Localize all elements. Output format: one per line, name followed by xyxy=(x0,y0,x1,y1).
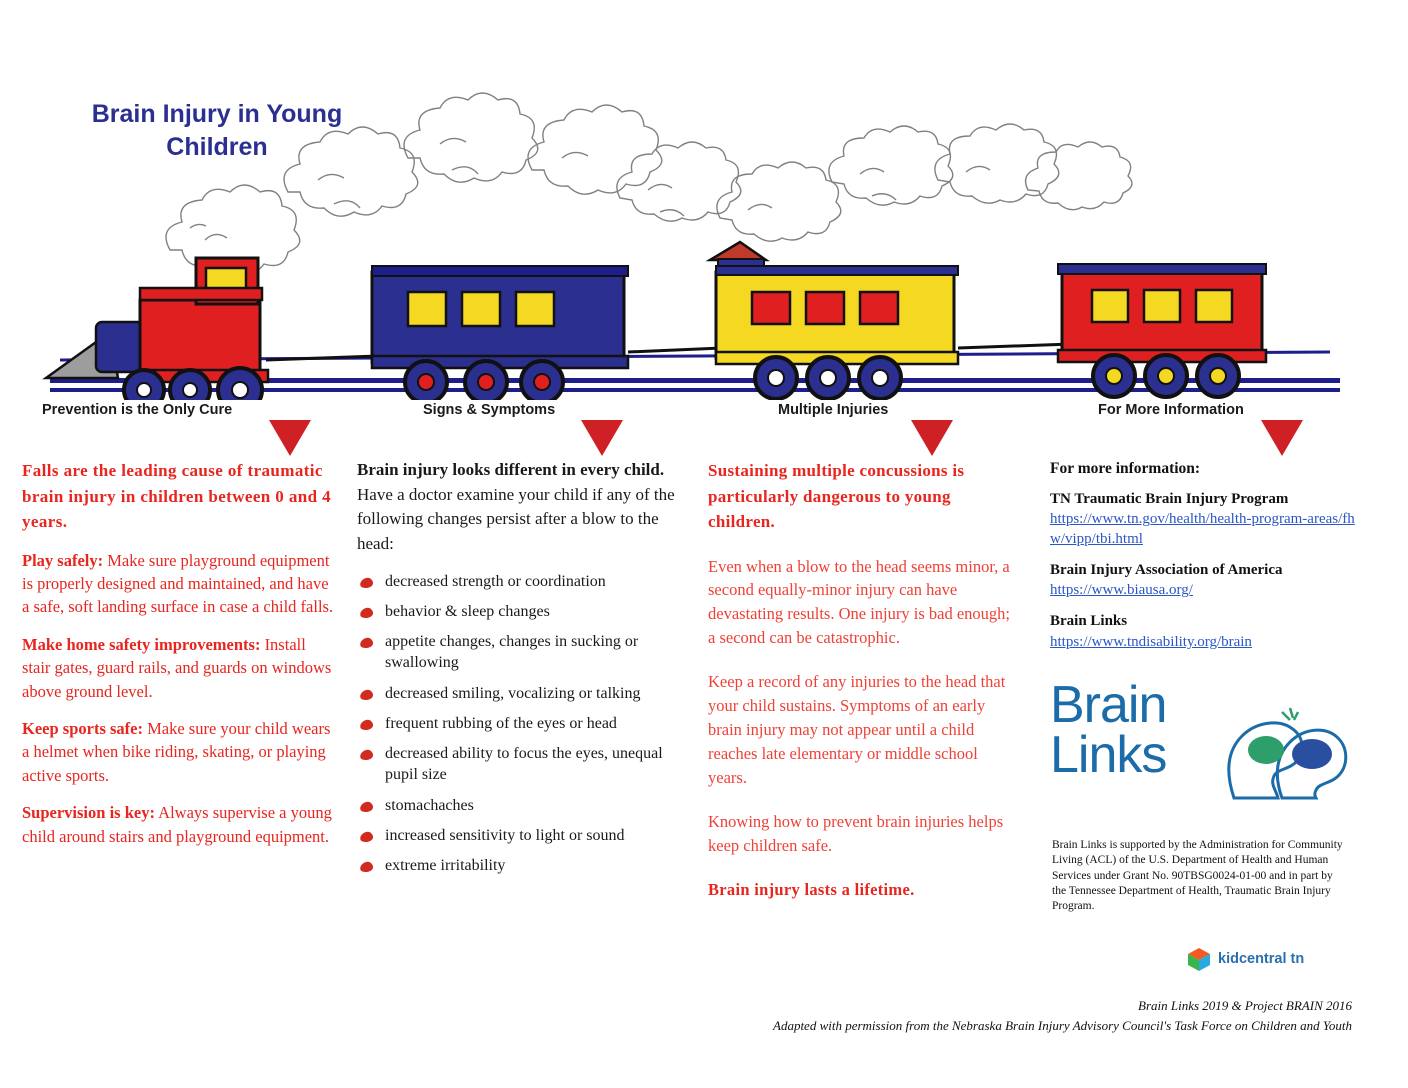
list-item: decreased strength or coordination xyxy=(357,571,677,592)
col1-heading-3: Keep sports safe: xyxy=(22,719,143,739)
col1-text-1: Make sure playground equipment is properly designed and maintained, and have a safe, soft landing surface in case a child falls. xyxy=(22,550,334,617)
kidcentral-tn-logo xyxy=(1186,946,1304,972)
train-car-yellow xyxy=(710,242,958,399)
col3-paragraph-3: Knowing how to prevent brain injuries helps keep children safe. xyxy=(708,811,1004,855)
column-more-information xyxy=(1050,458,1355,652)
locomotive xyxy=(46,258,268,400)
list-item: extreme irritability xyxy=(357,855,677,876)
col2-intro-rest: Have a doctor examine your child if any of the following changes persist after a blow to the head: xyxy=(357,484,675,553)
column-prevention xyxy=(22,458,334,862)
col1-lead: Falls are the leading cause of traumatic brain injury in children between 0 and 4 years. xyxy=(22,461,331,531)
col4-heading: For more information: xyxy=(1050,460,1201,477)
col2-intro-bold: Brain injury looks different in every child. xyxy=(357,460,665,479)
col1-text-4: Always supervise a young child around stairs and playground equipment. xyxy=(22,803,332,846)
kidcentral-cube-icon xyxy=(1186,946,1212,972)
resource-name-1: TN Traumatic Brain Injury Program xyxy=(1050,491,1289,508)
list-item: stomachaches xyxy=(357,795,677,816)
resource-link-1[interactable]: https://www.tn.gov/health/health-program-areas/fhw/vipp/tbi.html xyxy=(1050,511,1355,548)
col1-paragraph-1 xyxy=(22,549,334,619)
kidcentral-label: kidcentral tn xyxy=(1218,951,1305,967)
list-item: decreased smiling, vocalizing or talking xyxy=(357,683,677,704)
column-signs-symptoms xyxy=(357,458,677,885)
list-item: increased sensitivity to light or sound xyxy=(357,825,677,846)
resource-name-2: Brain Injury Association of America xyxy=(1050,562,1283,579)
resource-link-2[interactable]: https://www.biausa.org/ xyxy=(1050,582,1193,599)
section-header-prevention: Prevention is the Only Cure xyxy=(42,402,233,418)
logo-line-2: Links xyxy=(1050,726,1167,785)
brain-head-icon xyxy=(1220,702,1350,802)
arrow-multiple xyxy=(911,420,953,456)
footer-credits xyxy=(592,996,1352,1035)
col2-intro xyxy=(357,458,677,557)
section-header-info: For More Information xyxy=(1098,402,1244,418)
arrow-prevention xyxy=(269,420,311,456)
section-header-signs: Signs & Symptoms xyxy=(423,402,556,418)
logo-line-1: Brain xyxy=(1050,676,1167,734)
section-header-multiple: Multiple Injuries xyxy=(778,402,889,418)
symptom-list xyxy=(357,571,677,877)
arrow-info xyxy=(1261,420,1303,456)
col1-paragraph-4 xyxy=(22,801,334,848)
column-multiple-injuries xyxy=(708,458,1018,916)
brain-links-wordmark xyxy=(1050,676,1167,785)
col1-paragraph-2 xyxy=(22,633,334,703)
resource-name-3: Brain Links xyxy=(1050,613,1128,630)
list-item: frequent rubbing of the eyes or head xyxy=(357,713,677,734)
col1-heading-1: Play safely: xyxy=(22,550,104,570)
brain-links-logo xyxy=(1050,678,1350,808)
arrow-signs xyxy=(581,420,623,456)
col1-heading-2: Make home safety improvements: xyxy=(22,634,261,654)
col3-paragraph-1: Even when a blow to the head seems minor, a second equally-minor injury can have devastating results. One injury is bad enough; a second can be catastrophic. xyxy=(708,556,1010,648)
support-statement: Brain Links is supported by the Administration for Community Living (ACL) of the U.S. Department of Health and Human Services under Grant No. 90TBSG0024-01-00 and in part by the Tennessee Department of Health, Traumatic Brain Injury Program. xyxy=(1052,839,1343,913)
train-car-red xyxy=(1058,264,1266,397)
list-item: decreased ability to focus the eyes, unequal pupil size xyxy=(357,743,677,786)
col1-text-2: Install stair gates, guard rails, and guards on windows above ground level. xyxy=(22,634,332,701)
footer-line-1: Brain Links 2019 & Project BRAIN 2016 xyxy=(1138,998,1352,1013)
list-item: appetite changes, changes in sucking or swallowing xyxy=(357,631,677,674)
col1-text-3: Make sure your child wears a helmet when bike riding, skating, or playing active sports. xyxy=(22,719,331,785)
col1-heading-4: Supervision is key: xyxy=(22,803,155,823)
list-item: behavior & sleep changes xyxy=(357,601,677,622)
train-illustration xyxy=(0,60,1408,400)
col3-lead: Sustaining multiple concussions is particularly dangerous to young children. xyxy=(708,461,965,531)
col1-paragraph-3 xyxy=(22,717,334,787)
page-title: Brain Injury in Young Children xyxy=(91,100,343,161)
col3-paragraph-2: Keep a record of any injuries to the head that your child sustains. Symptoms of an early brain injury may not appear until a child reaches late elementary or middle school years. xyxy=(708,672,1006,787)
footer-line-2: Adapted with permission from the Nebraska Brain Injury Advisory Council's Task Force on Children and Youth xyxy=(773,1017,1352,1033)
col3-final: Brain injury lasts a lifetime. xyxy=(708,879,915,899)
resource-link-3[interactable]: https://www.tndisability.org/brain xyxy=(1050,633,1252,650)
